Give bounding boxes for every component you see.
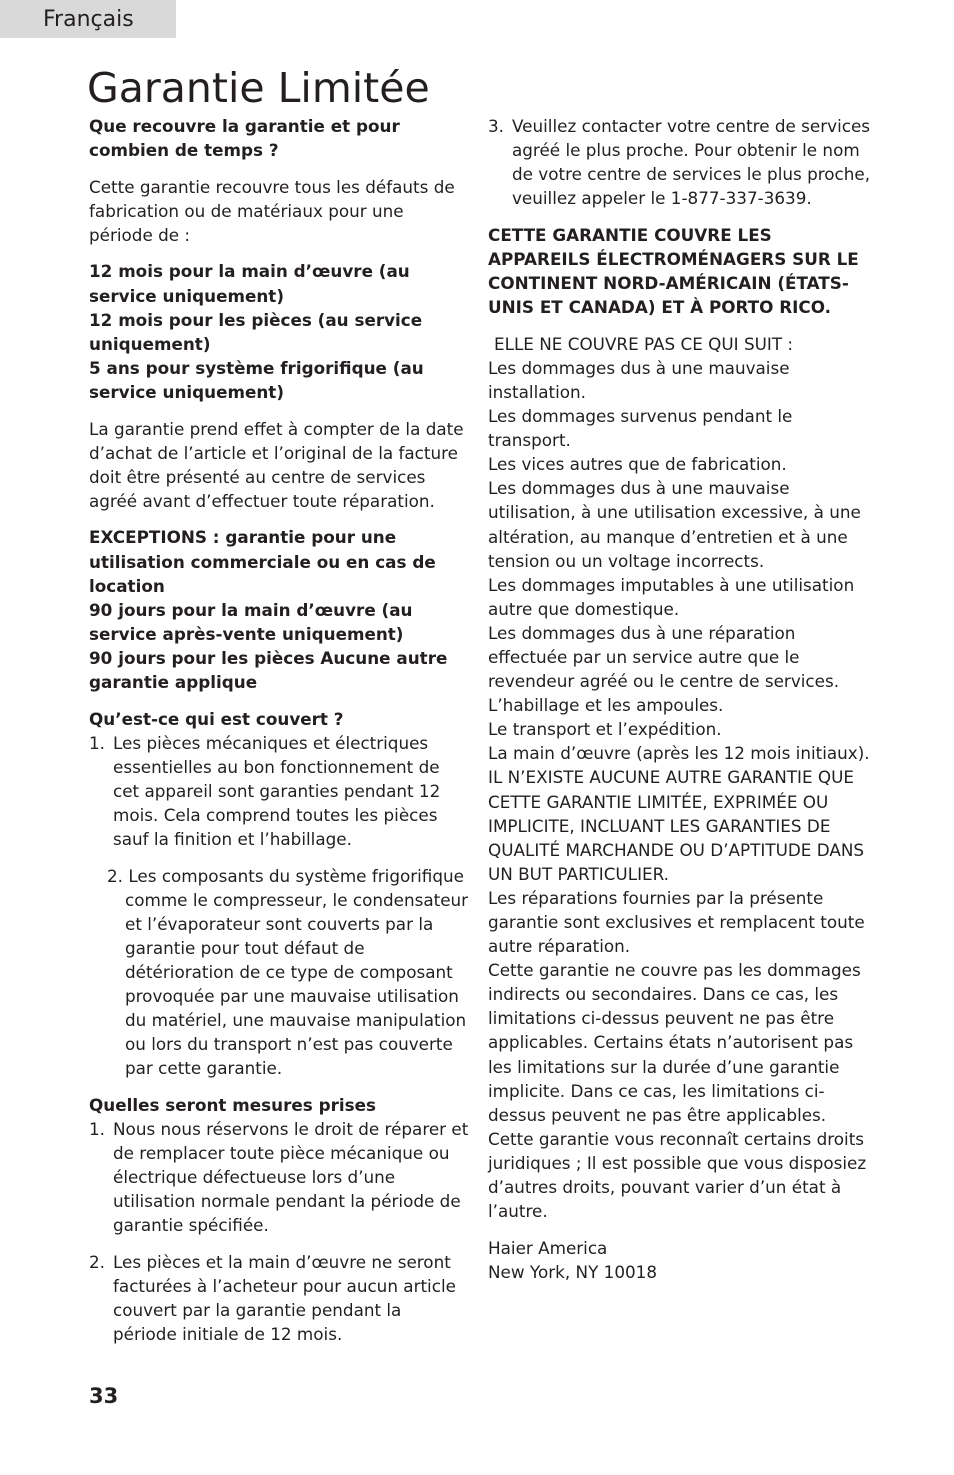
not-covered-item: Les vices autres que de fabrication. [488, 454, 787, 475]
not-covered-item: IL N’EXISTE AUCUNE AUTRE GARANTIE QUE CETTE GARANTIE LIMITÉE, EXPRIMÉE OU IMPLICITE, INCLUANT LES GARANTIES DE QUALITÉ MARCHANDE OU D’APTITUDE DANS UN BUT PARTICULIER. [488, 767, 865, 884]
period-item: 12 mois pour les pièces (au service uniquement) [89, 309, 423, 354]
page-number: 33 [89, 1384, 119, 1408]
coverage-statement: CETTE GARANTIE COUVRE LES APPAREILS ÉLECTROMÉNAGERS SUR LE CONTINENT NORD-AMÉRICAIN (ÉTATS-UNIS ET CANADA) ET À PORTO RICO. [488, 224, 859, 318]
not-covered-list [488, 356, 873, 1223]
contact-item [488, 114, 873, 210]
not-covered-item: L’habillage et les ampoules. [488, 695, 724, 716]
item-text: Les composants du système frigorifique comme le compresseur, le condensateur et l’évaporateur sont couverts par la garantie pour tout défaut de détérioration de ce type de composant provoquée par une mauvaise utilisation du matériel, une mauvaise manipulation ou lors du transport n’est pas couverte par cette garantie. [125, 865, 469, 1079]
item-number: 3. [488, 116, 505, 136]
left-column [89, 114, 469, 1346]
not-covered-item: Les dommages survenus pendant le transport. [488, 406, 793, 451]
item-number: 2. [107, 865, 124, 886]
company-name: Haier America [488, 1237, 608, 1258]
covered-item [107, 864, 469, 1081]
page-title: Garantie Limitée [87, 64, 430, 112]
company-city: New York, NY 10018 [488, 1261, 658, 1282]
item-text: Les pièces mécaniques et électriques essentielles au bon fonctionnement de cet appareil sont garanties pendant 12 mois. Cela comprend toutes les pièces sauf la finition et l’habillage. [113, 732, 441, 850]
not-covered-item: Le transport et l’expédition. [488, 719, 722, 740]
exception-item: EXCEPTIONS : garantie pour une utilisation commerciale ou en cas de location [89, 527, 436, 596]
coverage-periods [89, 259, 469, 404]
covered-item [89, 731, 469, 851]
not-covered-item: Les réparations fournies par la présente garantie sont exclusives et remplacent toute autre réparation. [488, 887, 865, 957]
not-covered-item: Cette garantie vous reconnaît certains droits juridiques ; Il est possible que vous disposiez d’autres droits, pouvant varier d’un état à l’autre. [488, 1128, 867, 1222]
coverage-intro: Cette garantie recouvre tous les défauts de fabrication ou de matériaux pour une période de : [89, 176, 455, 245]
item-text: Nous nous réservons le droit de réparer et de remplacer toute pièce mécanique ou électrique défectueuse lors d’une utilisation normale pendant la période de garantie spécifiée. [113, 1119, 469, 1236]
not-covered-item: Les dommages dus à une mauvaise installation. [488, 357, 790, 402]
not-covered-item: Les dommages dus à une mauvaise utilisation, à une utilisation excessive, à une altération, au manque d’entretien et à une tension ou un voltage incorrects. [488, 478, 861, 571]
measure-item [89, 1250, 469, 1346]
period-item: 5 ans pour système frigorifique (au service uniquement) [89, 357, 424, 402]
measure-item [89, 1117, 469, 1237]
warranty-effect-text: La garantie prend effet à compter de la date d’achat de l’article et l’original de la facture doit être présenté au centre de services agréé avant d’effectuer toute réparation. [89, 418, 464, 511]
not-covered-heading: ELLE NE COUVRE PAS CE QUI SUIT : [494, 333, 794, 354]
period-item: 12 mois pour la main d’œuvre (au service uniquement) [89, 261, 410, 306]
item-number: 2. [89, 1252, 106, 1273]
item-text: Les pièces et la main d’œuvre ne seront facturées à l’acheteur pour aucun article couvert par la garantie pendant la période initiale de 12 mois. [113, 1252, 456, 1345]
exception-item: garantie applique [89, 671, 258, 692]
item-number: 1. [89, 732, 106, 753]
measures-question: Quelles seront mesures prises [89, 1094, 376, 1115]
not-covered-item: Cette garantie ne couvre pas les dommages indirects ou secondaires. Dans ce cas, les limitations ci-dessus peuvent ne pas être applicables. Certains états n’autorisent pas les limitations sur la durée d’une garantie implicite. Dans ce cas, les limitations ci-dessus peuvent ne pas être applicables. [488, 960, 861, 1125]
company-address [488, 1236, 873, 1284]
not-covered-item: Les dommages imputables à une utilisation autre que domestique. [488, 574, 855, 619]
exceptions-block [89, 525, 469, 694]
covered-question: Qu’est-ce qui est couvert ? [89, 708, 344, 729]
item-text: Veuillez contacter votre centre de services agréé le plus proche. Pour obtenir le nom de votre centre de services le plus proche, veuillez appeler le 1-877-337-3639. [512, 116, 871, 209]
exception-item: 90 jours pour la main d’œuvre (au service après-vente uniquement) [89, 599, 413, 644]
not-covered-item: La main d’œuvre (après les 12 mois initiaux). [488, 743, 870, 764]
exception-item: 90 jours pour les pièces Aucune autre [89, 647, 448, 668]
language-tab: Français [0, 0, 176, 38]
right-column [488, 114, 873, 1284]
item-number: 1. [89, 1119, 106, 1140]
coverage-question: Que recouvre la garantie et pour combien de temps ? [89, 116, 400, 161]
not-covered-item: Les dommages dus à une réparation effectuée par un service autre que le revendeur agréé ou le centre de services. [488, 622, 840, 692]
